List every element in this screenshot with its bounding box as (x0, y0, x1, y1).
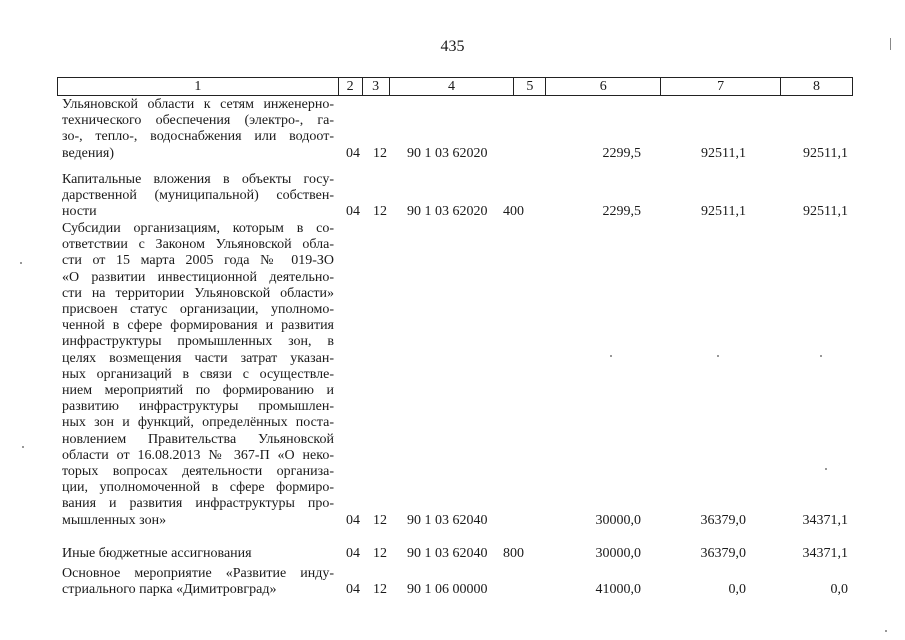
cell-col-7: 92511,1 (701, 204, 746, 220)
cell-col-4: 90 1 03 62040 (407, 546, 488, 561)
cell-col-6: 30000,0 (595, 546, 641, 561)
cell-col-6: 41000,0 (595, 582, 641, 598)
description-line: стриального парка «Димитровград» (62, 582, 277, 598)
row-description (62, 566, 334, 598)
cell-col-7: 36379,0 (700, 512, 746, 528)
cell-col-3: 12 (373, 204, 387, 220)
column-header-row (57, 77, 853, 96)
description-line: сти от 15 марта 2005 года № 019-ЗО (62, 253, 334, 269)
scan-edge-mark (890, 38, 891, 50)
description-line: ных организаций в связи с осуществле- (62, 366, 334, 382)
cell-col-7: 0,0 (728, 582, 746, 598)
description-line: дарственной (муниципальной) собствен- (62, 188, 334, 204)
description-line: зо-, тепло-, водоснабжения или водоот- (62, 129, 334, 145)
description-line: присвоен статус организации, уполномо- (62, 302, 334, 318)
description-line: целях возмещения части затрат указан- (62, 350, 334, 366)
cell-col-7: 36379,0 (700, 546, 746, 561)
cell-col-3: 12 (373, 582, 387, 598)
description-line: ченной в сфере формирования и развития (62, 318, 334, 334)
scan-speck (20, 262, 22, 264)
description-line: ных зон и функций, определённых поста- (62, 415, 334, 431)
cell-col-3: 12 (373, 512, 387, 528)
cell-col-5: 800 (503, 546, 524, 561)
cell-col-4: 90 1 06 00000 (407, 582, 488, 598)
description-line: вания и развития инфраструктуры про- (62, 496, 334, 512)
description-line: Основное мероприятие «Развитие инду- (62, 566, 334, 581)
scan-speck (717, 355, 719, 357)
cell-col-2: 04 (346, 512, 360, 528)
description-line: ности (62, 204, 97, 220)
scan-speck (885, 630, 887, 632)
description-line: области от 16.08.2013 № 367-П «О неко- (62, 447, 334, 463)
row-description (62, 221, 334, 529)
scan-speck (820, 355, 822, 357)
cell-col-5: 400 (503, 204, 524, 220)
cell-col-2: 04 (346, 546, 360, 561)
scan-speck (22, 446, 24, 448)
cell-col-6: 2299,5 (602, 145, 641, 161)
description-line: «О развитии инвестиционной деятельно- (62, 269, 334, 285)
col-header-6: 6 (546, 78, 661, 96)
col-header-2: 2 (338, 78, 362, 96)
col-header-5: 5 (514, 78, 546, 96)
cell-col-8: 92511,1 (803, 204, 848, 220)
cell-col-4: 90 1 03 62020 (407, 145, 488, 161)
cell-col-8: 34371,1 (802, 546, 848, 561)
row-description (62, 97, 334, 162)
description-line: новлением Правительства Ульяновской (62, 431, 334, 447)
col-header-4: 4 (389, 78, 514, 96)
cell-col-8: 0,0 (830, 582, 848, 598)
description-line: инфраструктуры промышленных зон, в (62, 334, 334, 350)
description-line: Капитальные вложения в объекты госу- (62, 172, 334, 187)
cell-col-3: 12 (373, 145, 387, 161)
scan-speck (610, 355, 612, 357)
row-description (62, 172, 334, 221)
row-description (62, 546, 334, 562)
cell-col-4: 90 1 03 62020 (407, 204, 488, 220)
description-line: торых вопросах деятельности организа- (62, 464, 334, 480)
cell-col-3: 12 (373, 546, 387, 561)
description-line: нием мероприятий по формированию и (62, 383, 334, 399)
col-header-8: 8 (781, 78, 853, 96)
cell-col-2: 04 (346, 204, 360, 220)
scan-speck (825, 468, 827, 470)
cell-col-4: 90 1 03 62040 (407, 512, 488, 528)
description-line: сти на территории Ульяновской области» (62, 285, 334, 301)
description-line: развитию инфраструктуры промышлен- (62, 399, 334, 415)
cell-col-6: 2299,5 (602, 204, 641, 220)
cell-col-6: 30000,0 (595, 512, 641, 528)
col-header-3: 3 (362, 78, 389, 96)
col-header-1: 1 (58, 78, 339, 96)
cell-col-8: 34371,1 (802, 512, 848, 528)
page-number: 435 (440, 38, 465, 55)
cell-col-2: 04 (346, 582, 360, 598)
description-line: ведения) (62, 145, 114, 161)
description-line: технического обеспечения (электро-, га- (62, 113, 334, 129)
col-header-7: 7 (661, 78, 781, 96)
description-line: Иные бюджетные ассигнования (62, 546, 252, 561)
description-line: Субсидии организациям, которым в со- (62, 221, 334, 236)
description-line: ции, уполномоченной в сфере формиро- (62, 480, 334, 496)
cell-col-8: 92511,1 (803, 145, 848, 161)
cell-col-2: 04 (346, 145, 360, 161)
cell-col-7: 92511,1 (701, 145, 746, 161)
description-line: Ульяновской области к сетям инженерно- (62, 97, 334, 112)
description-line: ответствии с Законом Ульяновской обла- (62, 237, 334, 253)
description-line: мышленных зон» (62, 512, 167, 528)
